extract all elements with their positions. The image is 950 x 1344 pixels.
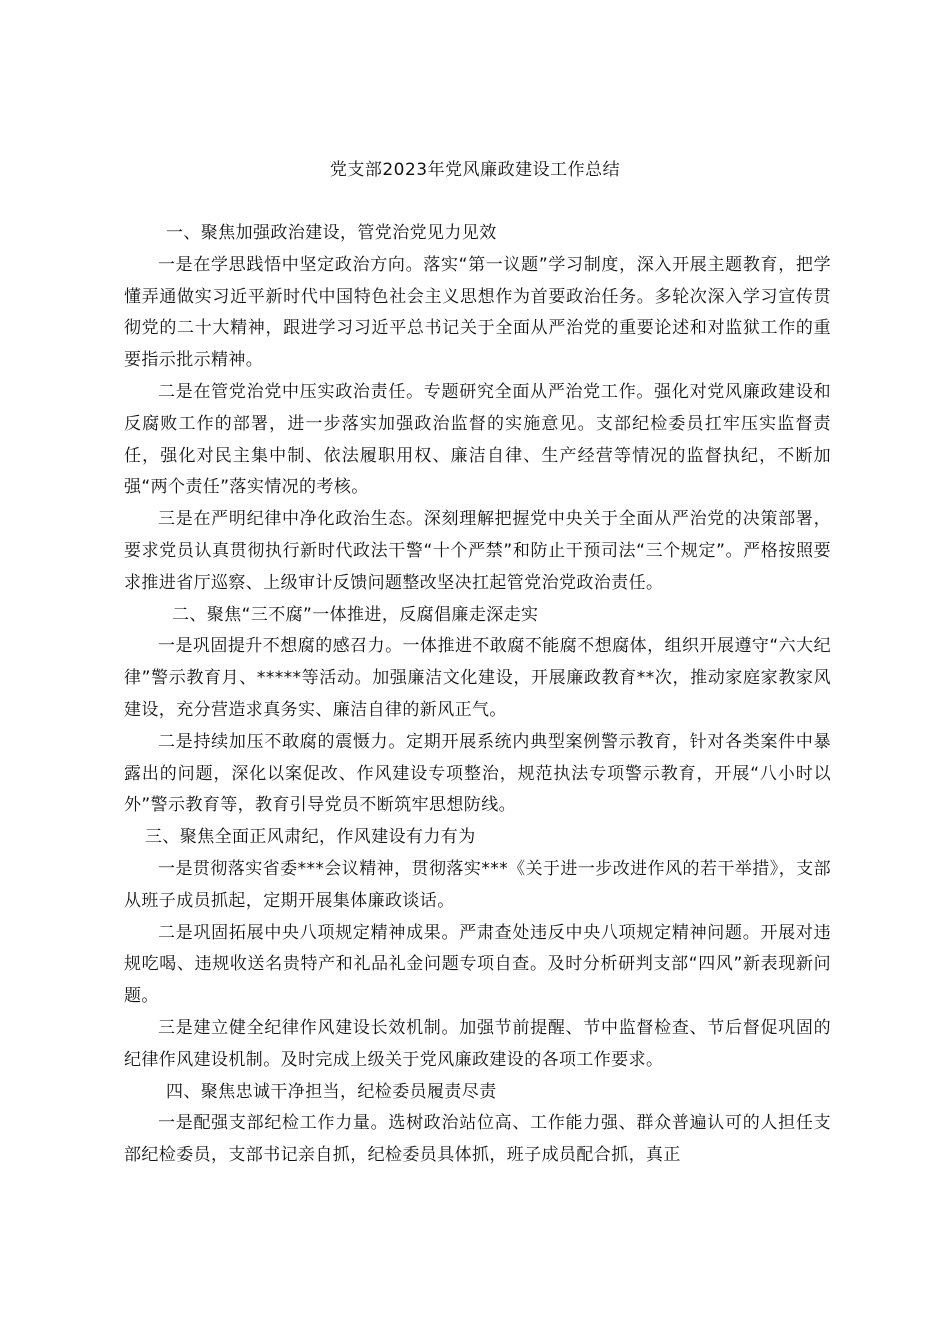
paragraph: 一是巩固提升不想腐的感召力。一体推进不敢腐不能腐不想腐体，组织开展遵守“六大纪律”警示教育月、*****等活动。加强廉洁文化建设，开展廉政教育**次，推动家庭家教家风建设，充分营造求真务实、廉洁自律的新风正气。 <box>124 636 831 720</box>
paragraph: 二是在管党治党中压实政治责任。专题研究全面从严治党工作。强化对党风廉政建设和反腐败工作的部署，进一步落实加强政治监督的实施意见。支部纪检委员扛牢压实监督责任，强化对民主集中制、依法履职用权、廉洁自律、生产经营等情况的监督执纪，不断加强“两个责任”落实情况的考核。 <box>124 381 831 498</box>
paragraph: 一是在学思践悟中坚定政治方向。落实“第一议题”学习制度，深入开展主题教育，把学懂弄通做实习近平新时代中国特色社会主义思想作为首要政治任务。多轮次深入学习宣传贯彻党的二十大精神，跟进学习习近平总书记关于全面从严治党的重要论述和对监狱工作的重要指示批示精神。 <box>124 254 831 371</box>
document-title: 党支部2023年党风廉政建设工作总结 <box>329 160 621 180</box>
section-heading-2: 二、聚焦“三不腐”一体推进，反腐倡廉走深走实 <box>172 604 539 625</box>
paragraph: 三是在严明纪律中净化政治生态。深刻理解把握党中央关于全面从严治党的决策部署，要求党员认真贯彻执行新时代政法干警“十个严禁”和防止干预司法“三个规定”。严格按照要求推进省厅巡察、上级审计反馈问题整改坚决扛起管党治党政治责任。 <box>124 509 831 593</box>
paragraph: 一是贯彻落实省委***会议精神，贯彻落实***《关于进一步改进作风的若干举措》，支部从班子成员抓起，定期开展集体廉政谈话。 <box>124 858 831 911</box>
paragraph: 一是配强支部纪检工作力量。选树政治站位高、工作能力强、群众普遍认可的人担任支部纪检委员，支部书记亲自抓，纪检委员具体抓，班子成员配合抓，真正 <box>124 1113 831 1166</box>
section-heading-1: 一、聚焦加强政治建设，管党治党见力见效 <box>166 223 497 243</box>
section-heading-3: 三、聚焦全面正风肃纪，作风建设有力有为 <box>145 827 476 848</box>
document-body <box>124 218 831 1172</box>
paragraph: 二是巩固拓展中央八项规定精神成果。严肃查处违反中央八项规定精神问题。开展对违规吃喝、违规收送名贵特产和礼品礼金问题专项自查。及时分析研判支部“四风”新表现新问题。 <box>124 922 831 1007</box>
paragraph: 二是持续加压不敢腐的震慑力。定期开展系统内典型案例警示教育，针对各类案件中暴露出的问题，深化以案促改、作风建设专项整治，规范执法专项警示教育，开展“八小时以外”警示教育等，教育引导党员不断筑牢思想防线。 <box>124 731 831 816</box>
section-heading-4: 四、聚焦忠诚干净担当，纪检委员履责尽责 <box>166 1081 497 1102</box>
paragraph: 三是建立健全纪律作风建设长效机制。加强节前提醒、节中监督检查、节后督促巩固的纪律作风建设机制。及时完成上级关于党风廉政建设的各项工作要求。 <box>124 1017 831 1070</box>
